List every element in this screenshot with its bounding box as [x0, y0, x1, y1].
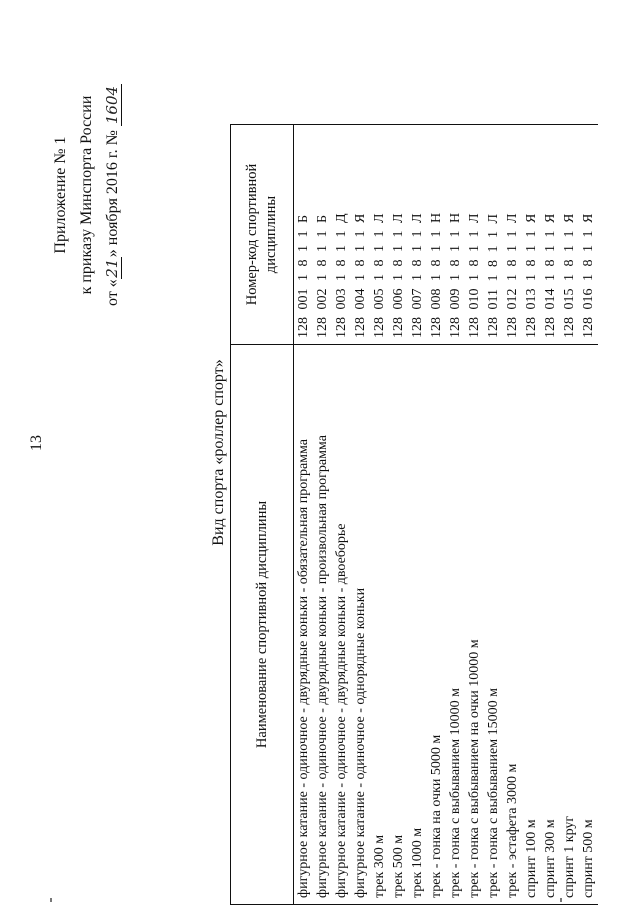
discipline-name: спринт 500 м [579, 345, 598, 905]
discipline-name: трек 1000 м [408, 345, 427, 905]
discipline-code: 128 002 1 8 1 1 Б [313, 125, 332, 345]
discipline-name: спринт 1 круг [560, 345, 579, 905]
table-row [560, 125, 579, 905]
appendix-number: Приложение № 1 [52, 136, 69, 254]
discipline-code: 128 009 1 8 1 1 Н [446, 125, 465, 345]
table-row [446, 125, 465, 905]
discipline-code: 128 013 1 8 1 1 Я [522, 125, 541, 345]
discipline-name: трек 500 м [389, 345, 408, 905]
table-row [503, 125, 522, 905]
discipline-name: трек 300 м [370, 345, 389, 905]
table-row [522, 125, 541, 905]
discipline-name: трек - гонка с выбыванием на очки 10000 м [465, 345, 484, 905]
table-row [579, 125, 598, 905]
discipline-name: фигурное катание - одиночное - двурядные коньки - двоеборье [332, 345, 351, 905]
table-row [313, 125, 332, 905]
order-day-handwritten: 21 [103, 258, 121, 278]
discipline-code: 128 016 1 8 1 1 Я [579, 125, 598, 345]
scan-mark [50, 898, 52, 902]
date-prefix: от « [104, 279, 121, 306]
order-reference: к приказу Минспорта России [78, 95, 95, 295]
column-header-name: Наименование спортивной дисциплины [231, 345, 294, 905]
discipline-name: фигурное катание - одиночное - двурядные коньки - произвольная программа [313, 345, 332, 905]
column-header-code: Номер-код спортивной дисциплины [231, 125, 294, 345]
discipline-code: 128 015 1 8 1 1 Я [560, 125, 579, 345]
table-body [294, 125, 599, 905]
table-row [389, 125, 408, 905]
discipline-code: 128 008 1 8 1 1 Н [427, 125, 446, 345]
order-date-line [100, 45, 126, 345]
discipline-code: 128 006 1 8 1 1 Л [389, 125, 408, 345]
discipline-code: 128 012 1 8 1 1 Л [503, 125, 522, 345]
table-row [332, 125, 351, 905]
discipline-code: 128 014 1 8 1 1 Я [541, 125, 560, 345]
discipline-name: спринт 100 м [522, 345, 541, 905]
table-row [541, 125, 560, 905]
discipline-name: трек - гонка с выбыванием 10000 м [446, 345, 465, 905]
discipline-code: 128 004 1 8 1 1 Я [351, 125, 370, 345]
discipline-name: фигурное катание - одиночное - двурядные коньки - обязательная программа [294, 345, 314, 905]
discipline-code: 128 001 1 8 1 1 Б [294, 125, 314, 345]
discipline-name: трек - гонка на очки 5000 м [427, 345, 446, 905]
discipline-name: фигурное катание - одиночное - однорядные коньки [351, 345, 370, 905]
table-row [370, 125, 389, 905]
sport-title: Вид спорта «роллер спорт» [210, 359, 227, 546]
discipline-name: трек - гонка с выбыванием 15000 м [484, 345, 503, 905]
table-row [465, 125, 484, 905]
discipline-code: 128 003 1 8 1 1 Д [332, 125, 351, 345]
table-row [294, 125, 314, 905]
table-row [408, 125, 427, 905]
discipline-name: спринт 300 м [541, 345, 560, 905]
discipline-code: 128 010 1 8 1 1 Л [465, 125, 484, 345]
table-row [427, 125, 446, 905]
scan-mark [560, 898, 562, 902]
appendix-header [48, 45, 126, 345]
page-number: 13 [28, 435, 45, 451]
disciplines-table [230, 124, 598, 905]
table-header-row [231, 125, 294, 905]
discipline-code: 128 005 1 8 1 1 Л [370, 125, 389, 345]
table-row [351, 125, 370, 905]
date-middle: » ноября 2016 г. № [104, 130, 121, 258]
table-row [484, 125, 503, 905]
order-number-handwritten: 1604 [103, 85, 121, 125]
discipline-code: 128 011 1 8 1 1 Л [484, 125, 503, 345]
discipline-code: 128 007 1 8 1 1 Л [408, 125, 427, 345]
discipline-name: трек - эстафета 3000 м [503, 345, 522, 905]
